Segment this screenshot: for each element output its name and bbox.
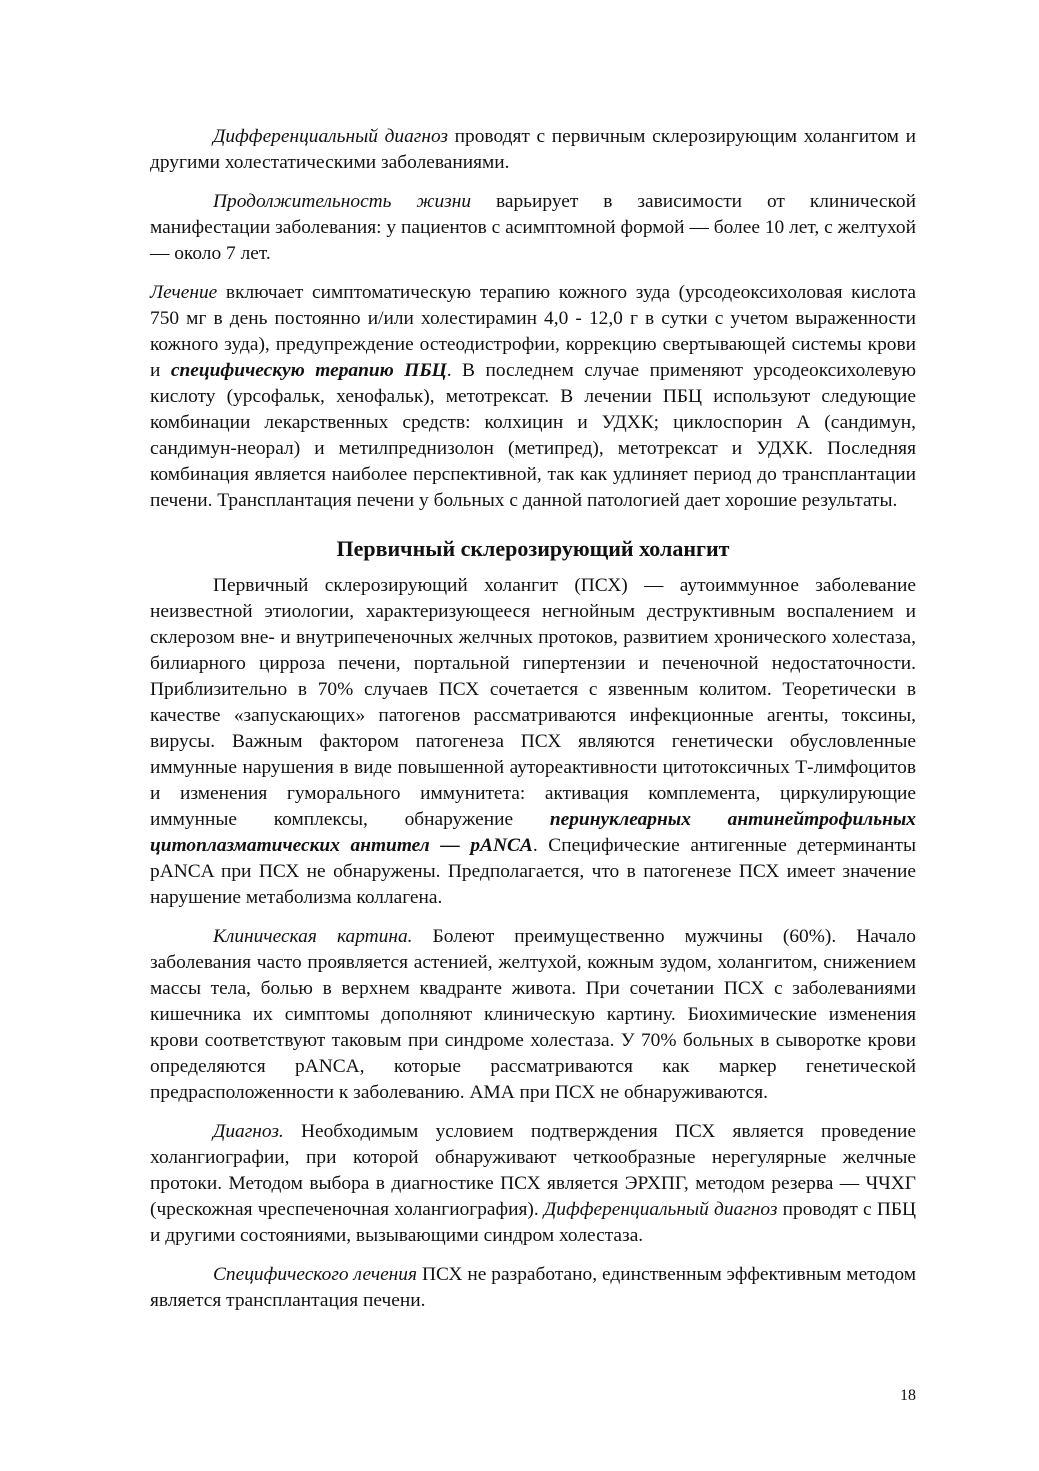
paragraph-psc-definition: Первичный склерозирующий холангит (ПСХ) — аутоиммунное заболевание неизвестной этиологии, характеризующееся негнойным деструктивным воспалением и склерозом вне- и внутрипеченочных желчных протоков, развитием хронического холестаза, билиарного цирроза печени, портальной гипертензии и печеночной недостаточности. Приблизительно в 70% случаев ПСХ сочетается с язвенным колитом. Теоретически в качестве «запускающих» патогенов рассматриваются инфекционные агенты, токсины, вирусы. Важным фактором патогенеза ПСХ являются генетически обусловленные иммунные нарушения в виде повышенной аутореактивности цитотоксичных Т-лимфоцитов и изменения гуморального иммунитета: активация комплемента, циркулирующие иммунные комплексы, обнаружение перинуклеарных антинейтрофильных цитоплазматических антител — pANCA. Специфические антигенные детерминанты pANCA при ПСХ не обнаружены. Предполагается, что в патогенезе ПСХ имеет значение нарушение метаболизма коллагена.	[150, 575, 916, 908]
term-specific-therapy-pbc: специфическую терапию ПБЦ	[170, 360, 447, 381]
term-treatment: Лечение	[150, 282, 218, 303]
paragraph-diagnosis: Диагноз. Необходимым условием подтверждения ПСХ является проведение холангиографии, при которой обнаруживают четкообразные нерегулярные желчные протоки. Методом выбора в диагностике ПСХ является ЭРХПГ, методом резерва — ЧЧХГ (чрескожная чреспеченочная холангиография). Дифференциальный диагноз проводят с ПБЦ и другими состояниями, вызывающими синдром холестаза.	[150, 1121, 916, 1246]
paragraph-specific-treatment: Специфического лечения ПСХ не разработано, единственным эффективным методом является трансплантация печени.	[150, 1264, 916, 1311]
term-diagnosis: Диагноз.	[213, 1121, 284, 1142]
paragraph-differential-diagnosis: Дифференциальный диагноз проводят с первичным склерозирующим холангитом и другими холестатическими заболеваниями.	[150, 126, 916, 173]
term-differential-diagnosis-psc: Дифференциальный диагноз	[543, 1199, 778, 1220]
paragraph-treatment: Лечение включает симптоматическую терапию кожного зуда (урсодеоксихоловая кислота 750 мг в день постоянно и/или холестирамин 4,0 - 12,0 г в сутки с учетом выраженности кожного зуда), предупреждение остеодистрофии, коррекцию свертывающей системы крови и специфическую терапию ПБЦ. В последнем случае применяют урсодеоксихолевую кислоту (урсофальк, хенофальк), метотрексат. В лечении ПБЦ используют следующие комбинации лекарственных средств: колхицин и УДХК; циклоспорин А (сандимун, сандимун-неорал) и метилпреднизолон (метипред), метотрексат и УДХК. Последняя комбинация является наиболее перспективной, так как удлиняет период до трансплантации печени. Трансплантация печени у больных с данной патологией дает хорошие результаты.	[150, 282, 916, 511]
term-life-expectancy: Продолжительность жизни	[213, 191, 472, 212]
term-differential-diagnosis: Дифференциальный диагноз	[213, 126, 448, 147]
term-clinical-picture: Клиническая картина.	[213, 926, 413, 947]
section-heading: Первичный склерозирующий холангит	[336, 536, 730, 561]
term-specific-treatment: Специфического лечения	[213, 1264, 417, 1285]
term-panca: перинуклеарных антинейтрофильных цитоплазматических антител — pANCA	[150, 809, 916, 856]
paragraph-clinical-picture: Клиническая картина. Болеют преимущественно мужчины (60%). Начало заболевания часто проявляется астенией, желтухой, кожным зудом, холангитом, снижением массы тела, болью в верхнем квадранте живота. При сочетании ПСХ с заболеваниями кишечника их симптомы дополняют клиническую картину. Биохимические изменения крови соответствуют таковым при синдроме холестаза. У 70% больных в сыворотке крови определяются pANCA, которые рассматриваются как маркер генетической предрасположенности к заболеванию. АМА при ПСХ не обнаруживаются.	[150, 926, 916, 1103]
page-number: 18	[900, 1387, 916, 1404]
page-body	[150, 124, 916, 1327]
paragraph-life-expectancy: Продолжительность жизни варьирует в зависимости от клинической манифестации заболевания: у пациентов с асимптомной формой — более 10 лет, с желтухой — около 7 лет.	[150, 191, 916, 264]
